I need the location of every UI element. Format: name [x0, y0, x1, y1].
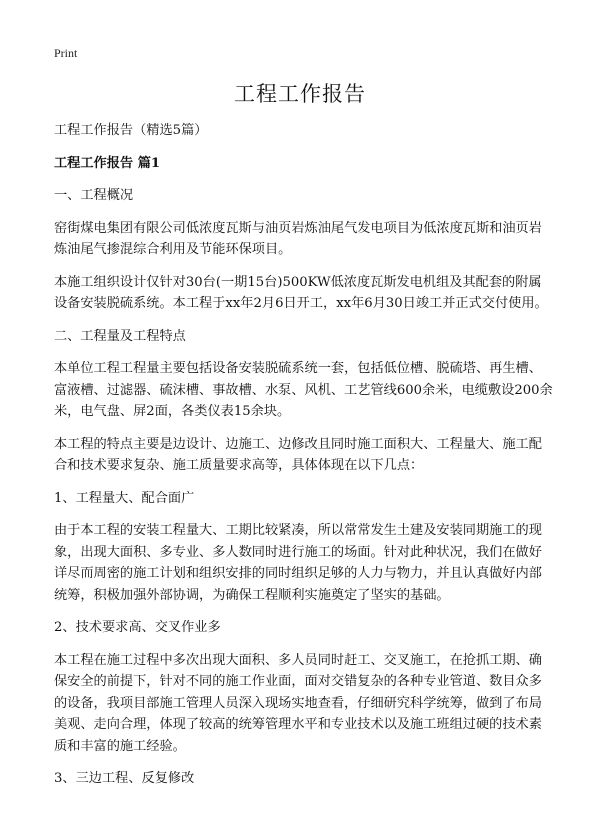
section-title: 工程工作报告 篇1 [54, 155, 161, 171]
paragraph-overview-2: 本施工组织设计仅针对30台(一期15台)500KW低浓度瓦斯发电机组及其配套的附属设备安装脱硫系统。本工程于xx年2月6日开工，xx年6月30日竣工并正式交付使用。 [54, 274, 548, 311]
document-body [54, 120, 554, 801]
paragraph-quantities: 本单位工程工程量主要包括设备安装脱硫系统一套，包括低位槽、脱硫塔、再生槽、富液槽、过滤器、硫沫槽、事故槽、水泵、风机、工艺管线600余米，电缆敷设200余米，电气盘、屏2面，各类仪表15余块。 [54, 361, 553, 419]
heading-quantities: 二、工程量及工程特点 [54, 328, 186, 344]
heading-point-3: 3、三边工程、反复修改 [54, 771, 195, 786]
heading-point-2: 2、技术要求高、交叉作业多 [54, 620, 221, 635]
print-label: Print [54, 46, 78, 60]
heading-point-1: 1、工程量大、配合面广 [54, 490, 195, 506]
paragraph-point-2: 本工程在施工过程中多次出现大面积、多人员同时赶工、交叉施工，在抢抓工期、确保安全的前提下，针对不同的施工作业面，面对交错复杂的各种专业管道、数目众多的设备，我项目部施工管理人员深入现场实地查看，仔细研究科学统筹，做到了布局美观、走向合理，体现了较高的统筹管理水平和专业技术以及施工班组过硬的技术素质和丰富的施工经验。 [54, 652, 542, 754]
document-subtitle: 工程工作报告（精选5篇） [54, 123, 208, 138]
paragraph-overview-1: 窑街煤电集团有限公司低浓度瓦斯与油页岩炼油尾气发电项目为低浓度瓦斯和油页岩炼油尾气掺混综合利用及节能环保项目。 [54, 220, 542, 257]
paragraph-features: 本工程的特点主要是边设计、边施工、边修改且同时施工面积大、工程量大、施工配合和技术要求复杂、施工质量要求高等，具体体现在以下几点： [54, 436, 542, 473]
heading-overview: 一、工程概况 [54, 188, 134, 203]
document-title: 工程工作报告 [234, 82, 366, 106]
paragraph-point-1: 由于本工程的安装工程量大、工期比较紧凑，所以常常发生土建及安装同期施工的现象，出现大面积、多专业、多人数同时进行施工的场面。针对此种状况，我们在做好详尽而周密的施工计划和组织安排的同时组织足够的人力与物力，并且认真做好内部统筹，积极加强外部协调，为确保工程顺利实施奠定了坚实的基础。 [54, 523, 542, 603]
